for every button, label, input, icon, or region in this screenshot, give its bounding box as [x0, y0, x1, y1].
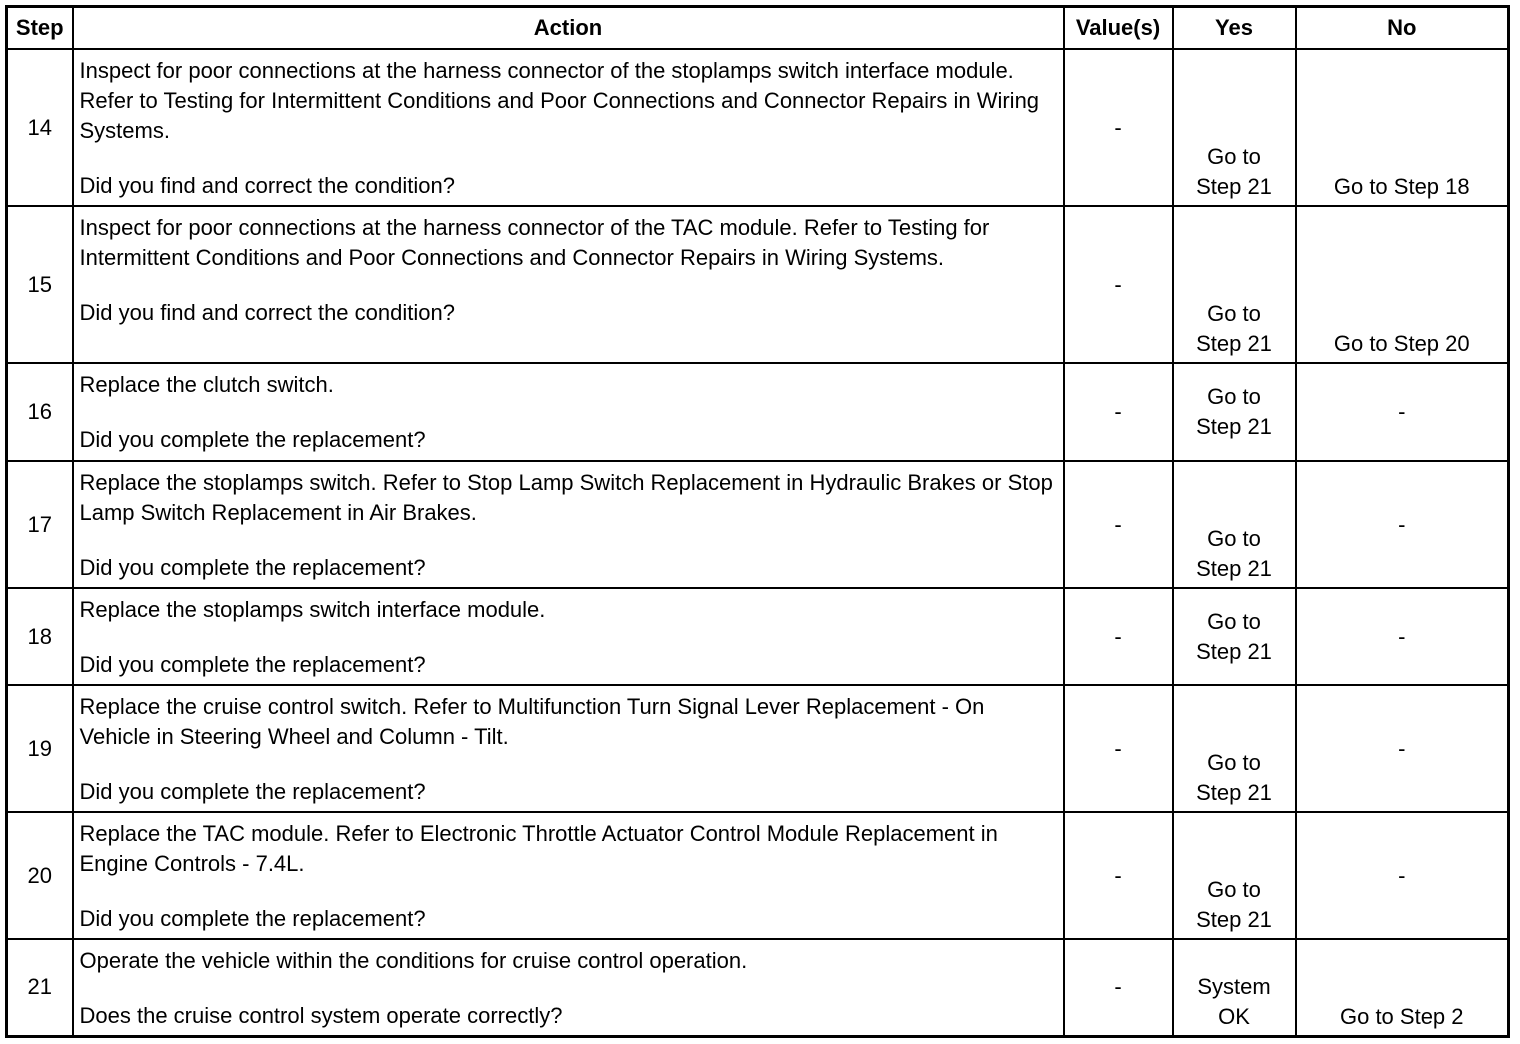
action-cell [73, 49, 1064, 206]
yes-line-2: Step 21 [1196, 638, 1272, 664]
table-row [7, 461, 1509, 588]
action-text: Operate the vehicle within the conditions for cruise control operation. [79, 948, 748, 973]
yes-line-2: Step 21 [1196, 331, 1272, 356]
step-number: 17 [7, 461, 73, 588]
action-cell [73, 812, 1064, 939]
no-cell: - [1296, 812, 1509, 939]
step-number: 16 [7, 363, 73, 461]
yes-cell [1173, 49, 1296, 206]
yes-line-1: Go to [1207, 877, 1261, 902]
value-cell: - [1064, 206, 1173, 363]
action-cell [73, 363, 1064, 461]
action-cell [73, 685, 1064, 812]
action-text: Inspect for poor connections at the harness connector of the stoplamps switch interface module. Refer to Testing for Intermittent Conditions and Poor Connections and Connector Repairs in Wiring Systems. [79, 58, 1040, 143]
yes-cell [1173, 685, 1296, 812]
action-cell [73, 588, 1064, 685]
table-row [7, 812, 1509, 939]
step-number: 20 [7, 812, 73, 939]
table-row [7, 685, 1509, 812]
no-cell: Go to Step 18 [1296, 49, 1509, 206]
header-row [7, 7, 1509, 50]
table-row [7, 939, 1509, 1036]
header-yes: Yes [1173, 7, 1296, 50]
no-cell: - [1296, 685, 1509, 812]
question-text: Did you find and correct the condition? [79, 300, 455, 325]
yes-cell [1173, 588, 1296, 685]
header-value: Value(s) [1064, 7, 1173, 50]
yes-cell [1173, 206, 1296, 363]
question-text: Did you complete the replacement? [79, 779, 426, 804]
table-row [7, 49, 1509, 206]
yes-cell [1173, 812, 1296, 939]
value-cell: - [1064, 812, 1173, 939]
table-row [7, 206, 1509, 363]
no-cell: - [1296, 461, 1509, 588]
step-number: 18 [7, 588, 73, 685]
no-cell: - [1296, 588, 1509, 685]
question-text: Did you find and correct the condition? [79, 173, 455, 198]
action-text: Replace the clutch switch. [79, 372, 334, 397]
yes-cell [1173, 939, 1296, 1036]
yes-line-1: Go to [1207, 384, 1261, 409]
question-text: Did you complete the replacement? [79, 652, 426, 677]
header-no: No [1296, 7, 1509, 50]
action-text: Replace the stoplamps switch. Refer to Stop Lamp Switch Replacement in Hydraulic Brakes or Stop Lamp Switch Replacement in Air Brakes. [79, 470, 1053, 525]
table-row [7, 363, 1509, 461]
yes-line-1: Go to [1207, 750, 1261, 775]
action-cell [73, 206, 1064, 363]
no-cell: Go to Step 20 [1296, 206, 1509, 363]
question-text: Did you complete the replacement? [79, 906, 426, 931]
action-text: Replace the TAC module. Refer to Electronic Throttle Actuator Control Module Replacement in Engine Controls - 7.4L. [79, 821, 998, 876]
value-cell: - [1064, 588, 1173, 685]
yes-line-1: Go to [1207, 526, 1261, 551]
question-text: Did you complete the replacement? [79, 555, 426, 580]
value-cell: - [1064, 685, 1173, 812]
action-text: Replace the stoplamps switch interface module. [79, 597, 546, 622]
table-row [7, 588, 1509, 685]
yes-line-2: OK [1218, 1003, 1250, 1029]
yes-line-1: Go to [1207, 301, 1261, 326]
action-cell [73, 939, 1064, 1036]
yes-line-1: System [1197, 973, 1271, 999]
step-number: 19 [7, 685, 73, 812]
yes-line-2: Step 21 [1196, 780, 1272, 805]
question-text: Did you complete the replacement? [79, 427, 426, 452]
yes-line-2: Step 21 [1196, 556, 1272, 581]
action-cell [73, 461, 1064, 588]
yes-cell [1173, 363, 1296, 461]
no-cell: Go to Step 2 [1296, 939, 1509, 1036]
step-number: 14 [7, 49, 73, 206]
yes-line-2: Step 21 [1196, 414, 1272, 439]
header-action: Action [73, 7, 1064, 50]
yes-line-1: Go to [1207, 608, 1261, 634]
header-step: Step [7, 7, 73, 50]
yes-line-2: Step 21 [1196, 907, 1272, 932]
action-text: Replace the cruise control switch. Refer to Multifunction Turn Signal Lever Replacement - On Vehicle in Steering Wheel and Column - Tilt. [79, 694, 985, 749]
value-cell: - [1064, 363, 1173, 461]
value-cell: - [1064, 461, 1173, 588]
value-cell: - [1064, 49, 1173, 206]
question-text: Does the cruise control system operate correctly? [79, 1003, 563, 1028]
step-number: 21 [7, 939, 73, 1036]
step-number: 15 [7, 206, 73, 363]
no-cell: - [1296, 363, 1509, 461]
diagnostic-table [5, 5, 1510, 1038]
yes-cell [1173, 461, 1296, 588]
yes-line-2: Step 21 [1196, 174, 1272, 199]
action-text: Inspect for poor connections at the harness connector of the TAC module. Refer to Testing for Intermittent Conditions and Poor Connections and Connector Repairs in Wiring Systems. [79, 215, 990, 270]
value-cell: - [1064, 939, 1173, 1036]
yes-line-1: Go to [1207, 144, 1261, 169]
